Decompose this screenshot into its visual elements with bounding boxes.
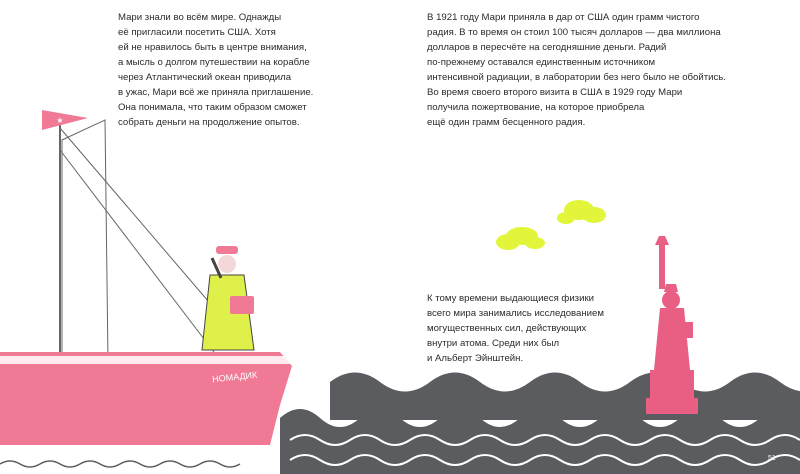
sea-waves bbox=[280, 373, 800, 474]
text-line: интенсивной радиации, в лаборатории без него было не обойтись. bbox=[427, 72, 726, 83]
text-line: радия. В то время он стоил 100 тысяч долларов — два миллиона bbox=[427, 27, 721, 38]
left-paragraph bbox=[118, 10, 313, 130]
text-line: а мысль о долгом путешествии на корабле bbox=[118, 57, 310, 68]
text-line: Мари знали во всём мире. Однажды bbox=[118, 12, 282, 23]
text-line: могущественных сил, действующих bbox=[427, 323, 587, 334]
page-number: 51 bbox=[768, 455, 776, 462]
text-line: получила пожертвование, на которое приобрела bbox=[427, 102, 645, 113]
text-line: Во время своего второго визита в США в 1929 году Мари bbox=[427, 87, 683, 98]
briefcase bbox=[230, 296, 254, 314]
text-line: Она понимала, что таким образом сможет bbox=[118, 102, 307, 113]
text-line: и Альберт Эйнштейн. bbox=[427, 353, 524, 364]
statue-of-liberty bbox=[646, 236, 698, 414]
marie-figure bbox=[202, 246, 254, 350]
clouds bbox=[496, 200, 606, 250]
text-line: внутри атома. Среди них был bbox=[427, 338, 560, 349]
text-line: собрать деньги на продолжение опытов. bbox=[118, 117, 300, 128]
text-line: через Атлантический океан приводила bbox=[118, 72, 292, 83]
text-line: В 1921 году Мари приняла в дар от США один грамм чистого bbox=[427, 12, 700, 23]
right-paragraph bbox=[427, 10, 726, 130]
bottom-paragraph bbox=[427, 291, 604, 366]
ship bbox=[0, 110, 292, 474]
text-line: всего мира занимались исследованием bbox=[427, 308, 604, 319]
text-line: ещё один грамм бесценного радия. bbox=[427, 117, 586, 128]
text-line: в ужас, Мари всё же приняла приглашение. bbox=[118, 87, 314, 98]
ship-name: НОМАДИК bbox=[211, 369, 258, 385]
svg-text:★: ★ bbox=[56, 116, 64, 125]
text-line: К тому времени выдающиеся физики bbox=[427, 293, 594, 304]
text-line: её пригласили посетить США. Хотя bbox=[118, 27, 276, 38]
text-line: ей не нравилось быть в центре внимания, bbox=[118, 42, 307, 53]
ship-flag bbox=[42, 110, 88, 130]
text-line: долларов в пересчёте на сегодняшние деньги. Радий bbox=[427, 42, 667, 53]
text-line: по-прежнему оставался единственным источником bbox=[427, 57, 656, 68]
